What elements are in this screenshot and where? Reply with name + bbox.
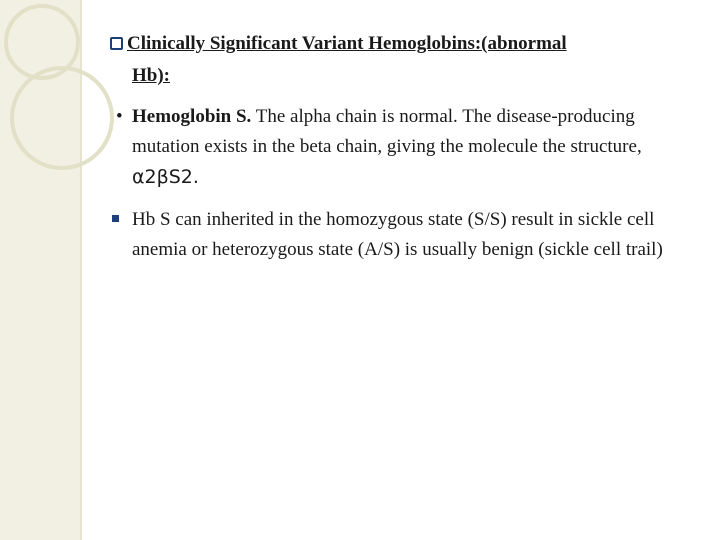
bullet-inheritance: Hb S can inherited in the homozygous state (S/S) result in sickle cell anemia or heterozygous state (A/S) is usually benign (sickle cell trail) xyxy=(132,209,663,260)
structure-formula: α2βS2. xyxy=(132,166,199,188)
slide-title xyxy=(110,28,680,92)
bullet-lead: Hemoglobin S. xyxy=(132,106,252,127)
bullet-hemoglobin-s xyxy=(132,102,692,193)
title-line-1: Clinically Significant Variant Hemoglobins:(abnormal xyxy=(127,33,567,54)
checkbox-bullet-icon xyxy=(110,37,123,50)
square-bullet-icon xyxy=(112,215,119,222)
round-bullet-icon: • xyxy=(116,106,123,127)
title-line-2: Hb): xyxy=(132,65,170,86)
bullet-body: The alpha chain is normal. The disease-producing mutation exists in the beta chain, giving the molecule the structure, xyxy=(132,106,642,157)
ring-bottom xyxy=(12,68,112,168)
